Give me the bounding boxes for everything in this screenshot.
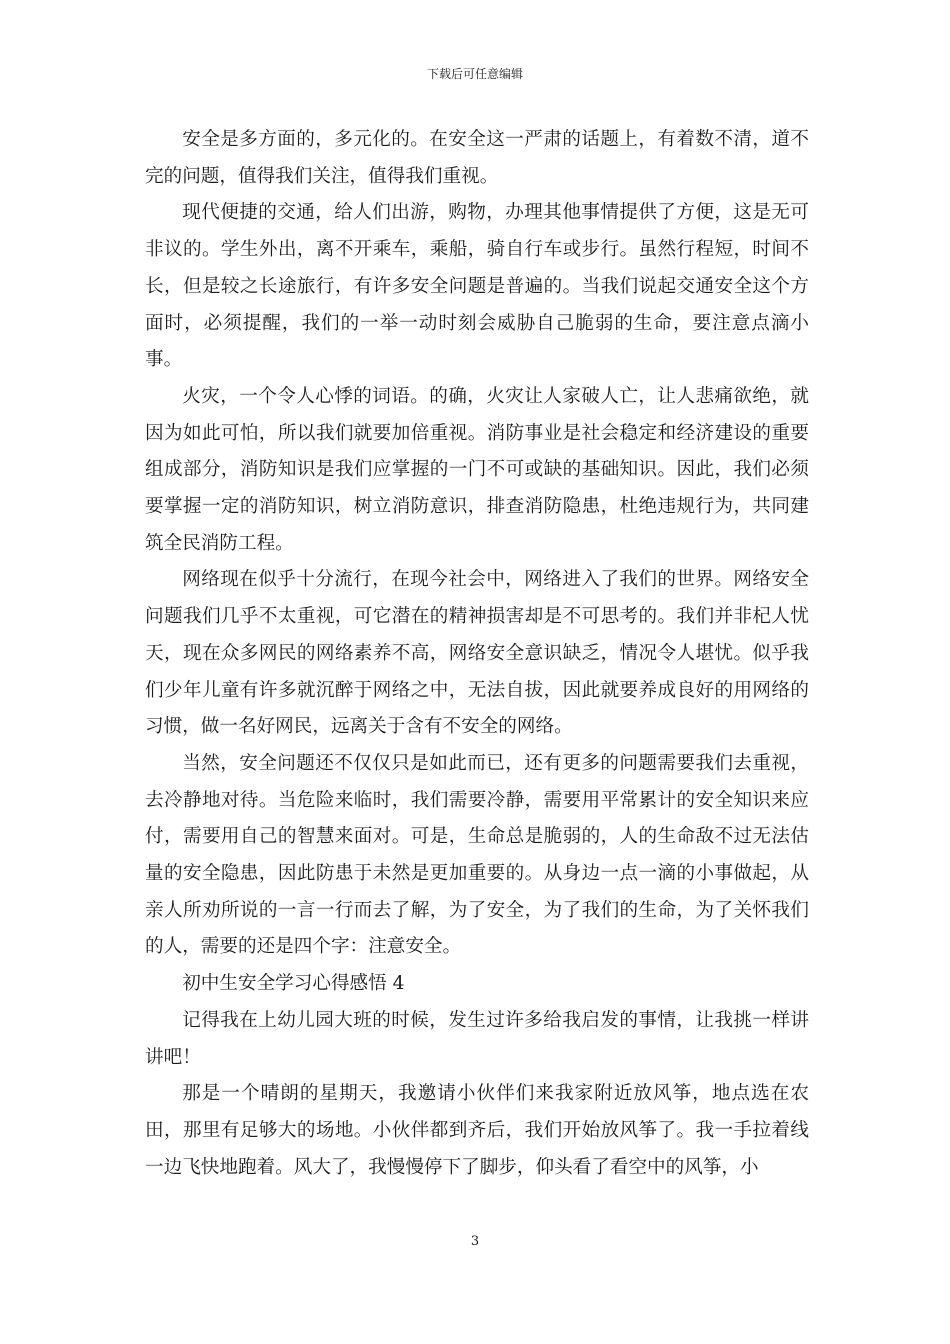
paragraph: 安全是多方面的，多元化的。在安全这一严肃的话题上，有着数不清，道不完的问题，值得我们关注，值得我们重视。: [145, 129, 809, 187]
paragraph: 网络现在似乎十分流行，在现今社会中，网络进入了我们的世界。网络安全问题我们几乎不太重视，可它潜在的精神损害却是不可思考的。我们并非杞人忧天，现在众多网民的网络素养不高，网络安全意识缺乏，情况令人堪忧。似乎我们少年儿童有许多就沉醉于网络之中，无法自拔，因此就要养成良好的用网络的习惯，做一名好网民，远离关于含有不安全的网络。: [145, 569, 809, 738]
paragraph: 当然，安全问题还不仅仅只是如此而已，还有更多的问题需要我们去重视，去冷静地对待。当危险来临时，我们需要冷静，需要用平常累计的安全知识来应付，需要用自己的智慧来面对。可是，生命总是脆弱的，人的生命敌不过无法估量的安全隐患，因此防患于未然是更加重要的。从身边一点一滴的小事做起，从亲人所劝所说的一言一行而去了解，为了安全，为了我们的生命，为了关怀我们的人，需要的还是四个字：注意安全。: [145, 752, 809, 958]
paragraph: 那是一个晴朗的星期天，我邀请小伙伴们来我家附近放风筝，地点选在农田，那里有足够大的场地。小伙伴都到齐后，我们开始放风筝了。我一手拉着线一边飞快地跑着。风大了，我慢慢停下了脚步，仰头看了看空中的风筝，小: [145, 1083, 809, 1178]
paragraph: 火灾，一个令人心悸的词语。的确，火灾让人家破人亡，让人悲痛欲绝，就因为如此可怕，所以我们就要加倍重视。消防事业是社会稳定和经济建设的重要组成部分，消防知识是我们应掌握的一门不可或缺的基础知识。因此，我们必须要掌握一定的消防知识，树立消防意识，排查消防隐患，杜绝违规行为，共同建筑全民消防工程。: [145, 385, 809, 554]
page-number: 3: [470, 1234, 480, 1249]
section-title: 初中生安全学习心得感悟 4: [182, 973, 405, 995]
paragraph: 现代便捷的交通，给人们出游，购物，办理其他事情提供了方便，这是无可非议的。学生外出，离不开乘车，乘船，骑自行车或步行。虽然行程短，时间不长，但是较之长途旅行，有许多安全问题是普遍的。当我们说起交通安全这个方面时，必须提醒，我们的一举一动时刻会威胁自己脆弱的生命，要注意点滴小事。: [145, 202, 809, 371]
document-body: [145, 122, 809, 1186]
page-header-note: 下载后可任意编辑: [426, 67, 523, 81]
paragraph: 记得我在上幼儿园大班的时候，发生过许多给我启发的事情，让我挑一样讲讲吧！: [145, 1009, 809, 1068]
